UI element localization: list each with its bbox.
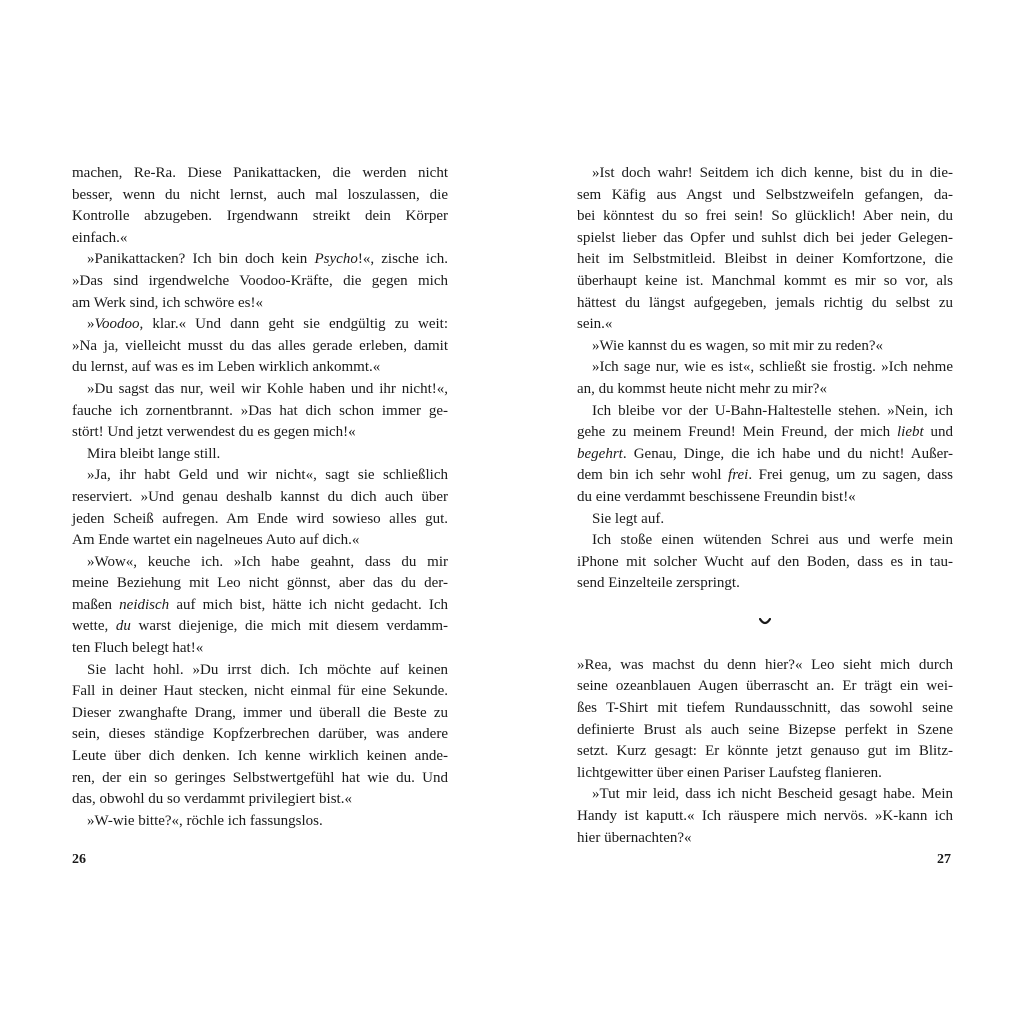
text-line: du eine verdammt beschissene Freundin bist!«: [577, 488, 856, 505]
text-line: »Ist doch wahr! Seitdem ich dich kenne, bist du in die-: [592, 165, 953, 181]
text-line: »Wow«, keuche ich. »Ich habe geahnt, dass du mir: [87, 553, 448, 570]
text-line: reserviert. »Und genau deshalb kannst du dich auch über: [72, 488, 448, 505]
text-line: ten Fluch belegt hat!«: [72, 640, 204, 657]
text-line: ßes T-Shirt mit tiefem Rundausschnitt, das sowohl seine: [577, 700, 953, 717]
text-line: fauche ich zornentbrannt. »Das hat dich schon immer ge-: [72, 402, 448, 419]
text-line: an, du kommst heute nicht mehr zu mir?«: [577, 380, 827, 397]
text-line: Sie lacht hohl. »Du irrst dich. Ich möchte auf keinen: [87, 661, 448, 678]
text-line: bei könntest du so frei sein! So glücklich! Aber nein, du: [577, 208, 953, 225]
page-number-left: 26: [72, 852, 86, 867]
left-page: [72, 163, 448, 832]
text-line: wette, du warst diejenige, die mich mit diesem verdamm-: [72, 618, 448, 635]
left-page-text: [72, 163, 448, 832]
text-line: Ich stoße einen wütenden Schrei aus und werfe mein: [592, 532, 953, 549]
text-line: »Ich sage nur, wie es ist«, schließt sie frostig. »Ich nehme: [592, 359, 953, 376]
text-line: das, obwohl du so verdammt privilegiert bist.«: [72, 791, 352, 808]
text-line: »Das sind irgendwelche Voodoo-Kräfte, die gegen mich: [72, 272, 448, 289]
text-line: »Du sagst das nur, weil wir Kohle haben und ihr nicht!«,: [87, 380, 448, 397]
text-line: machen, Re-Ra. Diese Panikattacken, die werden nicht: [72, 165, 448, 181]
text-line: Leute über dich denken. Ich kenne wirklich keinen ande-: [72, 748, 448, 765]
text-line: Am Ende wartet ein nagelneues Auto auf dich.«: [72, 532, 360, 549]
text-line: du lernst, auf was es im Leben wirklich ankommt.«: [72, 359, 381, 376]
text-line: send Einzelteile zerspringt.: [577, 575, 740, 592]
text-line: »Voodoo, klar.« Und dann geht sie endgültig zu weit:: [87, 316, 448, 333]
text-line: einfach.«: [72, 229, 128, 246]
text-line: hättest du längst aufgegeben, jemals richtig du selbst zu: [577, 294, 953, 311]
right-page: [577, 163, 953, 849]
text-line: Fall in deiner Haut stecken, nicht einmal für eine Sekunde.: [72, 683, 448, 700]
text-line: iPhone mit solcher Wucht auf den Boden, dass es in tau-: [577, 553, 953, 570]
text-line: jeden Scheiß aufregen. Am Ende wird sowieso alles gut.: [72, 510, 448, 527]
scene-break-ornament: [577, 603, 953, 641]
text-line: heit im Selbstmitleid. Bleibst in deiner Komfortzone, die: [577, 251, 953, 268]
text-line: ren, der ein so geringes Selbstwertgefühl hat wie du. Und: [72, 769, 448, 786]
text-line: »Panikattacken? Ich bin doch kein Psycho!«, zische ich.: [87, 251, 448, 268]
text-line: »Ja, ihr habt Geld und wir nicht«, sagt sie schließlich: [87, 467, 448, 484]
text-line: »Tut mir leid, dass ich nicht Bescheid gesagt habe. Mein: [592, 786, 953, 803]
text-line: maßen neidisch auf mich bist, hätte ich nicht gedacht. Ich: [72, 596, 448, 613]
text-line: Sie legt auf.: [592, 510, 665, 527]
text-line: »Wie kannst du es wagen, so mit mir zu reden?«: [592, 337, 883, 354]
text-line: Dieser zwanghafte Drang, immer und überall die Beste zu: [72, 704, 448, 721]
text-line: »W-wie bitte?«, röchle ich fassungslos.: [87, 812, 323, 829]
text-line: »Rea, was machst du denn hier?« Leo sieht mich durch: [577, 656, 953, 673]
text-line: Handy ist kaputt.« Ich räuspere mich nervös. »K-kann ich: [577, 808, 953, 825]
page-number-right: 27: [937, 852, 951, 867]
text-line: meine Beziehung mit Leo nicht gönnst, aber das du der-: [72, 575, 448, 592]
text-line: hier übernachten?«: [577, 829, 692, 846]
right-page-text-before-break: [577, 163, 953, 595]
text-line: Kontrolle abzugeben. Irgendwann streikt dein Körper: [72, 208, 448, 225]
text-line: sein.«: [577, 316, 613, 333]
text-line: definierte Brust als auch seine Bizepse perfekt in Szene: [577, 721, 953, 738]
text-line: Ich bleibe vor der U-Bahn-Haltestelle stehen. »Nein, ich: [592, 402, 953, 419]
text-line: sein, dieses ständige Kopfzerbrechen darüber, was andere: [72, 726, 448, 743]
text-line: spielst lieber das Opfer und suhlst dich bei jeder Gelegen-: [577, 229, 953, 246]
text-line: gehe zu meinem Freund! Mein Freund, der mich liebt und: [577, 424, 954, 441]
text-line: begehrt. Genau, Dinge, die ich habe und du nicht! Außer-: [577, 445, 953, 462]
smile-curve-ornament-icon: [759, 618, 771, 626]
text-line: seine ozeanblauen Augen überrascht an. Er trägt ein wei-: [577, 678, 953, 695]
text-line: besser, wenn du nicht lernst, auch mal loszulassen, die: [72, 186, 448, 203]
text-line: lichtgewitter über einen Pariser Laufsteg flanieren.: [577, 764, 882, 781]
text-line: sem Käfig aus Angst und Selbstzweifeln gefangen, da-: [577, 186, 953, 203]
text-line: setzt. Kurz gesagt: Er könnte jetzt genauso gut im Blitz-: [577, 743, 953, 760]
text-line: Mira bleibt lange still.: [87, 445, 221, 462]
text-line: stört! Und jetzt verwendest du es gegen mich!«: [72, 424, 356, 441]
text-line: »Na ja, vielleicht musst du das alles gerade erleben, damit: [72, 337, 448, 354]
text-line: überhaupt keine ist. Manchmal kommt es mir so vor, als: [577, 272, 953, 289]
right-page-text-after-break: [577, 655, 953, 849]
text-line: dem bin ich sehr wohl frei. Frei genug, um zu sagen, dass: [577, 467, 953, 484]
text-line: am Werk sind, ich schwöre es!«: [72, 294, 263, 311]
